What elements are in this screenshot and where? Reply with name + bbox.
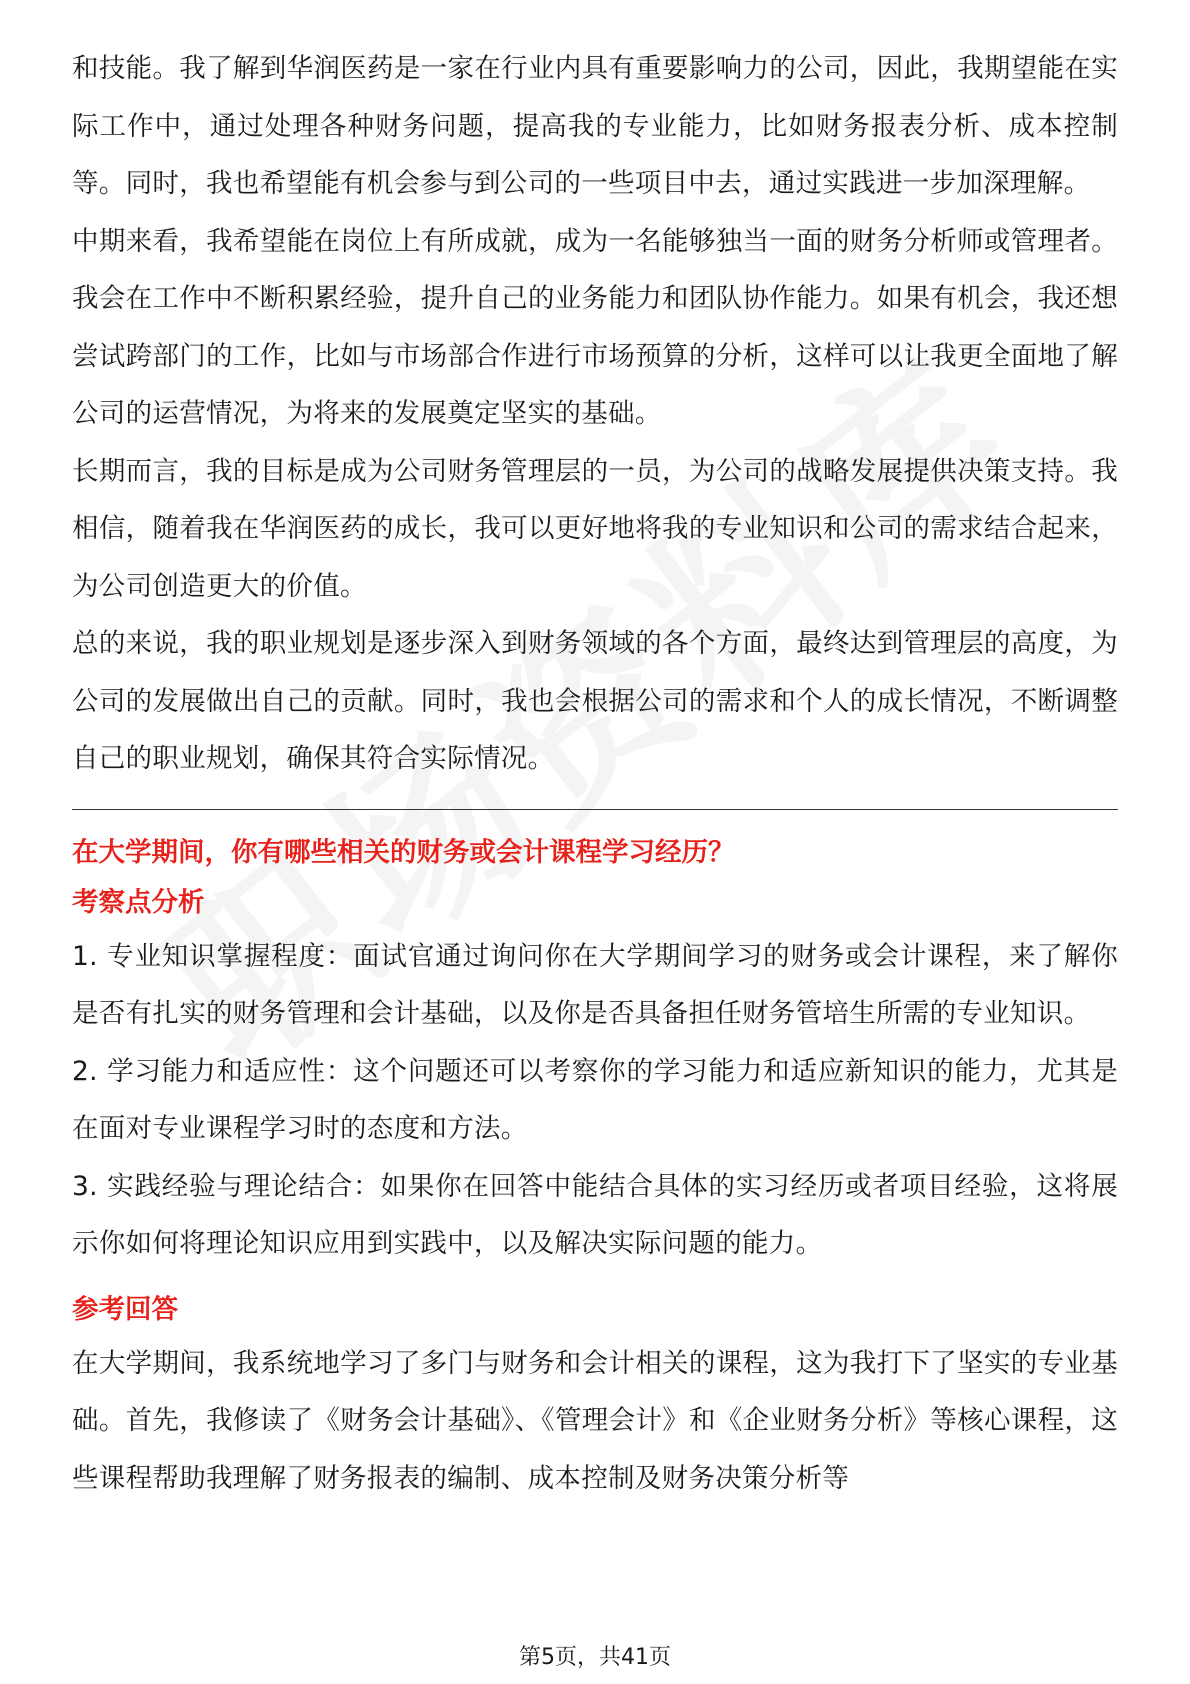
page-footer: 第5页，共41页 (519, 1645, 671, 1670)
question-title: 在大学期间，你有哪些相关的财务或会计课程学习经历？ (72, 836, 735, 868)
analysis-point-2: 2. 学习能力和适应性：这个问题还可以考察你的学习能力和适应新知识的能力，尤其是在面对专业课程学习时的态度和方法。 (72, 1055, 1118, 1144)
document-page (72, 40, 1118, 1507)
analysis-point-1: 1. 专业知识掌握程度：面试官通过询问你在大学期间学习的财务或会计课程，来了解你是否有扎实的财务管理和会计基础，以及你是否具备担任财务管培生所需的专业知识。 (72, 940, 1118, 1029)
analysis-point-3: 3. 实践经验与理论结合：如果你在回答中能结合具体的实习经历或者项目经验，这将展示你如何将理论知识应用到实践中，以及解决实际问题的能力。 (72, 1170, 1118, 1259)
answer-paragraph-1: 在大学期间，我系统地学习了多门与财务和会计相关的课程，这为我打下了坚实的专业基础。首先，我修读了《财务会计基础》、《管理会计》和《企业财务分析》等核心课程，这些课程帮助我理解了财务报表的编制、成本控制及财务决策分析等 (72, 1347, 1118, 1494)
intro-paragraph-3: 长期而言，我的目标是成为公司财务管理层的一员，为公司的战略发展提供决策支持。我相信，随着我在华润医药的成长，我可以更好地将我的专业知识和公司的需求结合起来，为公司创造更大的价值。 (72, 455, 1118, 602)
intro-paragraph-2: 中期来看，我希望能在岗位上有所成就，成为一名能够独当一面的财务分析师或管理者。我会在工作中不断积累经验，提升自己的业务能力和团队协作能力。如果有机会，我还想尝试跨部门的工作，比如与市场部合作进行市场预算的分析，这样可以让我更全面地了解公司的运营情况，为将来的发展奠定坚实的基础。 (72, 225, 1118, 429)
intro-paragraph-1: 和技能。我了解到华润医药是一家在行业内具有重要影响力的公司，因此，我期望能在实际工作中，通过处理各种财务问题，提高我的专业能力，比如财务报表分析、成本控制等。同时，我也希望能有机会参与到公司的一些项目中去，通过实践进一步加深理解。 (72, 53, 1118, 199)
intro-paragraph-4: 总的来说，我的职业规划是逐步深入到财务领域的各个方面，最终达到管理层的高度，为公司的发展做出自己的贡献。同时，我也会根据公司的需求和个人的成长情况，不断调整自己的职业规划，确保其符合实际情况。 (72, 628, 1118, 774)
answer-heading: 参考回答 (72, 1293, 178, 1325)
analysis-heading: 考察点分析 (72, 886, 205, 918)
section-divider (72, 809, 1118, 810)
